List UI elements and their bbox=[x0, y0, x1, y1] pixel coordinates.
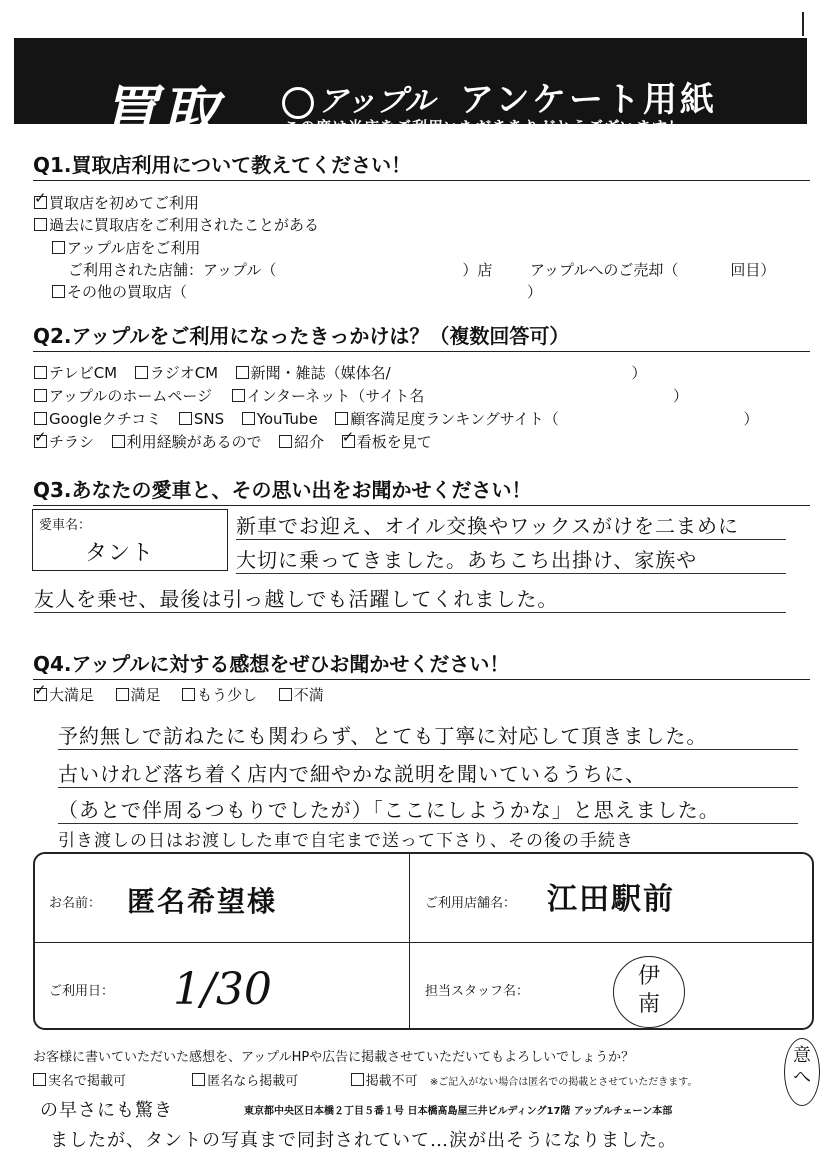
q2-row-1: テレビCM ラジオCM 新聞・雑誌（媒体名/ ） bbox=[34, 362, 647, 383]
q3-memory-line-2[interactable]: 大切に乗ってきました。あちこち出掛け、家族や bbox=[236, 544, 786, 574]
q2-option-google[interactable]: Googleクチコミ bbox=[34, 410, 161, 428]
q2-option-experience[interactable]: 利用経験があるので bbox=[112, 433, 262, 451]
q2-option-tv[interactable]: テレビCM bbox=[34, 364, 117, 382]
checkbox-icon[interactable] bbox=[179, 412, 192, 425]
header-banner bbox=[14, 38, 807, 147]
edge-mark bbox=[802, 12, 804, 36]
info-divider-vertical bbox=[409, 854, 410, 1028]
checkbox-icon[interactable] bbox=[112, 435, 125, 448]
staff-value: 伊南 bbox=[637, 964, 660, 1017]
consent-options bbox=[33, 1070, 697, 1089]
q2-row-2: アップルのホームページ インターネット（サイト名 ） bbox=[34, 385, 688, 406]
checkbox-icon[interactable] bbox=[52, 241, 65, 254]
checkbox-icon[interactable] bbox=[232, 389, 245, 402]
checkbox-checked-icon[interactable] bbox=[34, 435, 47, 448]
q4-option-satisfied[interactable]: 満足 bbox=[116, 686, 161, 704]
checkbox-icon[interactable] bbox=[52, 285, 65, 298]
q2-option-flyer[interactable]: ✓チラシ bbox=[34, 433, 94, 451]
q2-title: Q2.アップルをご利用になったきっかけは？（複数回答可） bbox=[33, 324, 570, 348]
footer-address: 東京都中央区日本橋２丁目５番１号 日本橋髙島屋三井ビルディング17階 アップルチェーン本部 bbox=[244, 1106, 673, 1117]
consent-question: お客様に書いていただいた感想を、アップルHPや広告に掲載させていただいてもよろしいでしょうか？ bbox=[33, 1050, 635, 1065]
q3-memory-line-3[interactable]: 友人を乗せ、最後は引っ越しでも活躍してくれました。 bbox=[34, 583, 786, 613]
checkbox-icon[interactable] bbox=[242, 412, 255, 425]
q2-option-referral[interactable]: 紹介 bbox=[279, 433, 324, 451]
date-value[interactable]: 1/30 bbox=[173, 964, 272, 1015]
staff-label: 担当スタッフ名： bbox=[425, 984, 530, 999]
header-tagline: この度は当店をご利用いただきありがとうございます！ bbox=[284, 118, 685, 136]
checkbox-icon[interactable] bbox=[279, 435, 292, 448]
q1-store-used: ご利用された店舗：アップル（ ）店 bbox=[68, 261, 493, 279]
q2-row-3: Googleクチコミ SNS YouTube 顧客満足度ランキングサイト（ ） bbox=[34, 408, 759, 429]
checkbox-icon[interactable] bbox=[236, 366, 249, 379]
q4-comment-line-1[interactable]: 予約無しで訪ねたにも関わらず、とても丁寧に対応して頂きました。 bbox=[58, 720, 798, 750]
car-name-value[interactable]: タント bbox=[85, 541, 155, 566]
info-divider-horizontal bbox=[35, 942, 812, 943]
brand-name: アップル bbox=[318, 84, 435, 119]
q2-option-youtube[interactable]: YouTube bbox=[242, 410, 318, 428]
side-note-bubble bbox=[784, 1038, 820, 1106]
checkbox-icon[interactable] bbox=[335, 412, 348, 425]
checkbox-checked-icon[interactable] bbox=[34, 688, 47, 701]
date-label: ご利用日： bbox=[49, 984, 115, 999]
checkbox-icon[interactable] bbox=[34, 218, 47, 231]
consent-not-allowed[interactable]: 掲載不可 bbox=[351, 1074, 418, 1089]
checkbox-icon[interactable] bbox=[34, 412, 47, 425]
q2-option-newspaper[interactable]: 新聞・雑誌（媒体名/ bbox=[236, 364, 391, 382]
q1-title: Q1.買取店利用について教えてください！ bbox=[33, 153, 412, 177]
store-label: ご利用店舗名： bbox=[425, 896, 517, 911]
q4-title: Q4.アップルに対する感想をぜひお聞かせください！ bbox=[33, 652, 510, 676]
consent-real-name[interactable]: 実名で掲載可 bbox=[33, 1074, 126, 1089]
q2-option-sns[interactable]: SNS bbox=[179, 410, 224, 428]
q3-divider bbox=[33, 505, 810, 506]
form-title: アンケート用紙 bbox=[460, 80, 717, 120]
side-note: 意へ bbox=[793, 1045, 811, 1088]
checkbox-icon[interactable] bbox=[116, 688, 129, 701]
q1-option-first[interactable]: ✓買取店を初めてご利用 bbox=[34, 192, 199, 213]
checkbox-icon[interactable] bbox=[182, 688, 195, 701]
checkbox-icon[interactable] bbox=[34, 389, 47, 402]
q2-option-signboard[interactable]: ✓ 看板を見て bbox=[342, 433, 432, 451]
q4-comment-line-3[interactable]: （あとで伴周るつもりでしたが）「ここにしようかな」と思えました。 bbox=[58, 794, 798, 824]
apple-logo-icon bbox=[282, 87, 314, 119]
car-name-label: 愛車名： bbox=[39, 518, 92, 533]
consent-anonymous[interactable]: 匿名なら掲載可 bbox=[192, 1074, 298, 1089]
q4-option-very-satisfied[interactable]: ✓大満足 bbox=[34, 686, 94, 704]
comment-continuation-2[interactable]: ましたが、タントの写真まで同封されていて…涙が出そうになりました。 bbox=[50, 1130, 677, 1151]
checkbox-icon[interactable] bbox=[192, 1073, 205, 1086]
q3-title: Q3.あなたの愛車と、その思い出をお聞かせください！ bbox=[33, 478, 532, 502]
checkbox-icon[interactable] bbox=[33, 1073, 46, 1086]
checkbox-checked-icon[interactable] bbox=[34, 196, 47, 209]
checkbox-icon[interactable] bbox=[34, 366, 47, 379]
q1-option-other[interactable]: その他の買取店（ ） bbox=[52, 281, 542, 302]
customer-info-box bbox=[33, 852, 814, 1030]
q4-option-bit-more[interactable]: もう少し bbox=[182, 686, 257, 704]
q1-divider bbox=[33, 180, 810, 181]
q4-rating-row bbox=[34, 684, 324, 705]
kaitori-heading: 買取 bbox=[100, 79, 221, 147]
name-value[interactable]: 匿名希望様 bbox=[127, 885, 278, 918]
comment-continuation-1[interactable]: の早さにも驚き bbox=[40, 1100, 173, 1121]
consent-note: ※ご記入がない場合は匿名での掲載とさせていただきます。 bbox=[429, 1077, 698, 1088]
q4-comment-line-2[interactable]: 古いけれど落ち着く店内で細やかな説明を聞いているうちに、 bbox=[58, 758, 798, 788]
checkbox-checked-icon[interactable] bbox=[342, 435, 355, 448]
q4-option-dissatisfied[interactable]: 不満 bbox=[279, 686, 324, 704]
car-name-box bbox=[32, 509, 228, 571]
q1-sold-count: アップルへのご売却（ 回目） bbox=[530, 261, 776, 279]
checkbox-icon[interactable] bbox=[279, 688, 292, 701]
q4-comment-line-4[interactable]: 引き渡しの日はお渡しした車で自宅まで送って下さり、その後の手続き bbox=[58, 831, 634, 851]
q2-row-4 bbox=[34, 431, 432, 452]
staff-stamp[interactable] bbox=[613, 956, 685, 1028]
checkbox-icon[interactable] bbox=[351, 1073, 364, 1086]
q3-memory-line-1[interactable]: 新車でお迎え、オイル交換やワックスがけを二まめに bbox=[236, 510, 786, 540]
q2-option-ranking[interactable]: 顧客満足度ランキングサイト（ bbox=[335, 410, 559, 428]
q1-option-apple[interactable]: アップル店をご利用 bbox=[52, 237, 200, 258]
q2-divider bbox=[33, 351, 810, 352]
store-value[interactable]: 江田駅前 bbox=[547, 882, 675, 917]
name-label: お名前： bbox=[49, 896, 102, 911]
q2-option-internet[interactable]: インターネット（サイト名 bbox=[232, 387, 425, 405]
q2-option-homepage[interactable]: アップルのホームページ bbox=[34, 387, 212, 405]
checkbox-icon[interactable] bbox=[135, 366, 148, 379]
q1-option-past[interactable]: 過去に買取店をご利用されたことがある bbox=[34, 214, 319, 235]
brand-logo bbox=[282, 76, 435, 120]
q2-option-radio[interactable]: ラジオCM bbox=[135, 364, 218, 382]
q4-divider bbox=[33, 679, 810, 680]
